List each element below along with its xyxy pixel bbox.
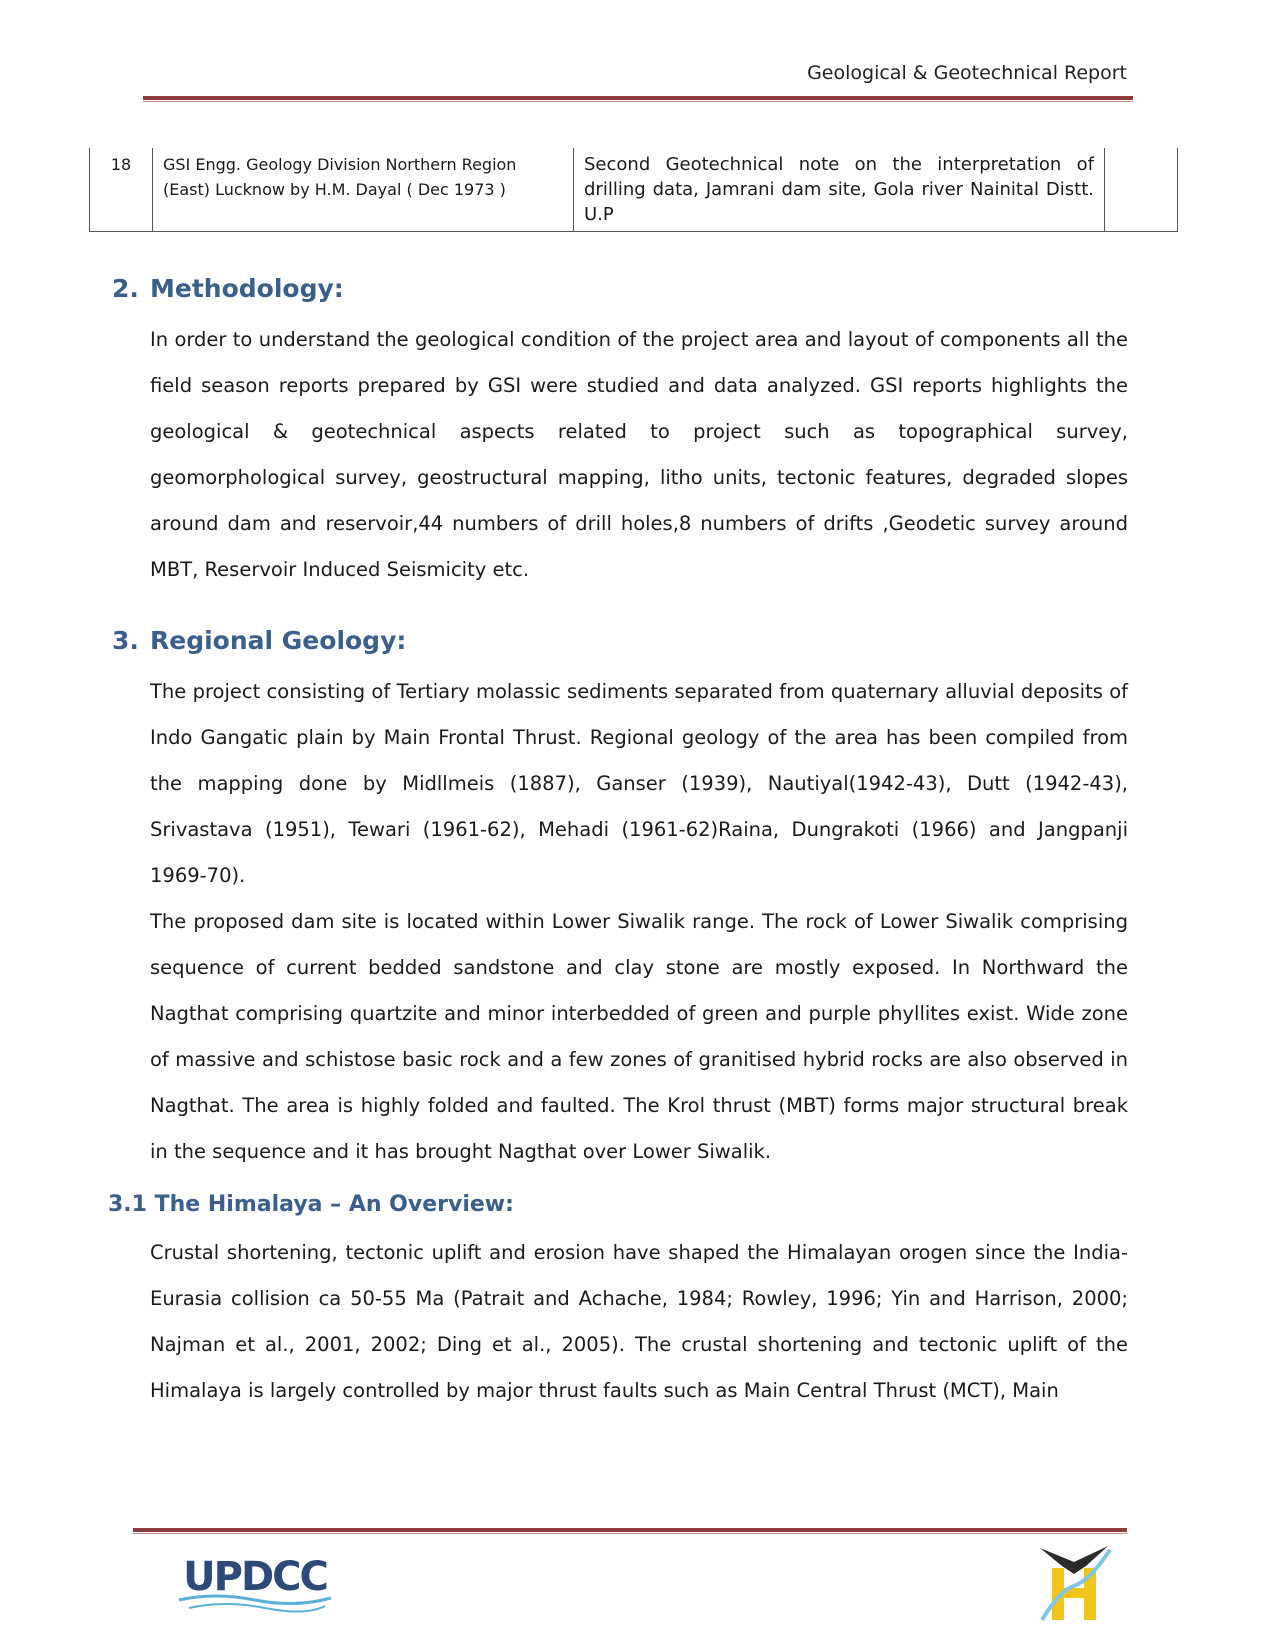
- ref-number: 18: [90, 148, 153, 232]
- himalaya-subheading: 3.1 The Himalaya – An Overview:: [108, 1192, 514, 1217]
- regional-geology-heading: [112, 626, 406, 655]
- paragraph-text: The project consisting of Tertiary molassic sediments separated from quaternary alluvial deposits of Indo Gangatic plain by Main Frontal Thrust. Regional geology of the area has been compiled from the mapping done by Midllmeis (1887), Ganser (1939), Nautiyal(1942-43), Dutt (1942-43), Srivastava (1951), Tewari (1961-62), Mehadi (1961-62)Raina, Dungrakoti (1966) and Jangpanji 1969-70).: [150, 680, 1128, 887]
- header-rule: [143, 96, 1133, 100]
- section-title: Methodology:: [150, 274, 344, 303]
- section-number: 2.: [112, 274, 139, 303]
- reference-table: [89, 148, 1178, 232]
- footer-rule-thin: [133, 1533, 1127, 1534]
- regional-geology-body: [150, 669, 1128, 1175]
- footer-rule: [133, 1528, 1127, 1532]
- table-row: [90, 148, 1178, 232]
- ref-extra: [1105, 148, 1178, 232]
- paragraph-text: The proposed dam site is located within Lower Siwalik range. The rock of Lower Siwalik comprising sequence of current bedded sandstone and clay stone are mostly exposed. In Northward the Nagthat comprising quartzite and minor interbedded of green and purple phyllites exist. Wide zone of massive and schistose basic rock and a few zones of granitised hybrid rocks are also observed in Nagthat. The area is highly folded and faulted. The Krol thrust (MBT) forms major structural break in the sequence and it has brought Nagthat over Lower Siwalik.: [150, 910, 1128, 1163]
- report-title: Geological & Geotechnical Report: [807, 62, 1127, 84]
- updcc-logo: [175, 1548, 335, 1618]
- bird-h-logo-icon: [1030, 1540, 1120, 1625]
- methodology-heading: [112, 274, 344, 303]
- logo-lettering: UPDCC: [183, 1554, 327, 1600]
- section-title: Regional Geology:: [150, 626, 407, 655]
- ref-title: Second Geotechnical note on the interpretation of drilling data, Jamrani dam site, Gola river Nainital Distt. U.P: [574, 148, 1105, 232]
- section-number: 3.: [112, 626, 139, 655]
- methodology-paragraph: [150, 317, 1128, 593]
- header-rule-thin: [143, 101, 1133, 102]
- himalaya-paragraph: [150, 1230, 1128, 1414]
- paragraph-text: In order to understand the geological condition of the project area and layout of components all the field season reports prepared by GSI were studied and data analyzed. GSI reports highlights the geological & geotechnical aspects related to project such as topographical survey, geomorphological survey, geostructural mapping, litho units, tectonic features, degraded slopes around dam and reservoir,44 numbers of drill holes,8 numbers of drifts ,Geodetic survey around MBT, Reservoir Induced Seismicity etc.: [150, 328, 1128, 581]
- paragraph-text: Crustal shortening, tectonic uplift and erosion have shaped the Himalayan orogen since the India-Eurasia collision ca 50-55 Ma (Patrait and Achache, 1984; Rowley, 1996; Yin and Harrison, 2000; Najman et al., 2001, 2002; Ding et al., 2005). The crustal shortening and tectonic uplift of the Himalaya is largely controlled by major thrust faults such as Main Central Thrust (MCT), Main: [150, 1241, 1128, 1402]
- ref-author: GSI Engg. Geology Division Northern Region (East) Lucknow by H.M. Dayal ( Dec 1973 ): [153, 148, 574, 232]
